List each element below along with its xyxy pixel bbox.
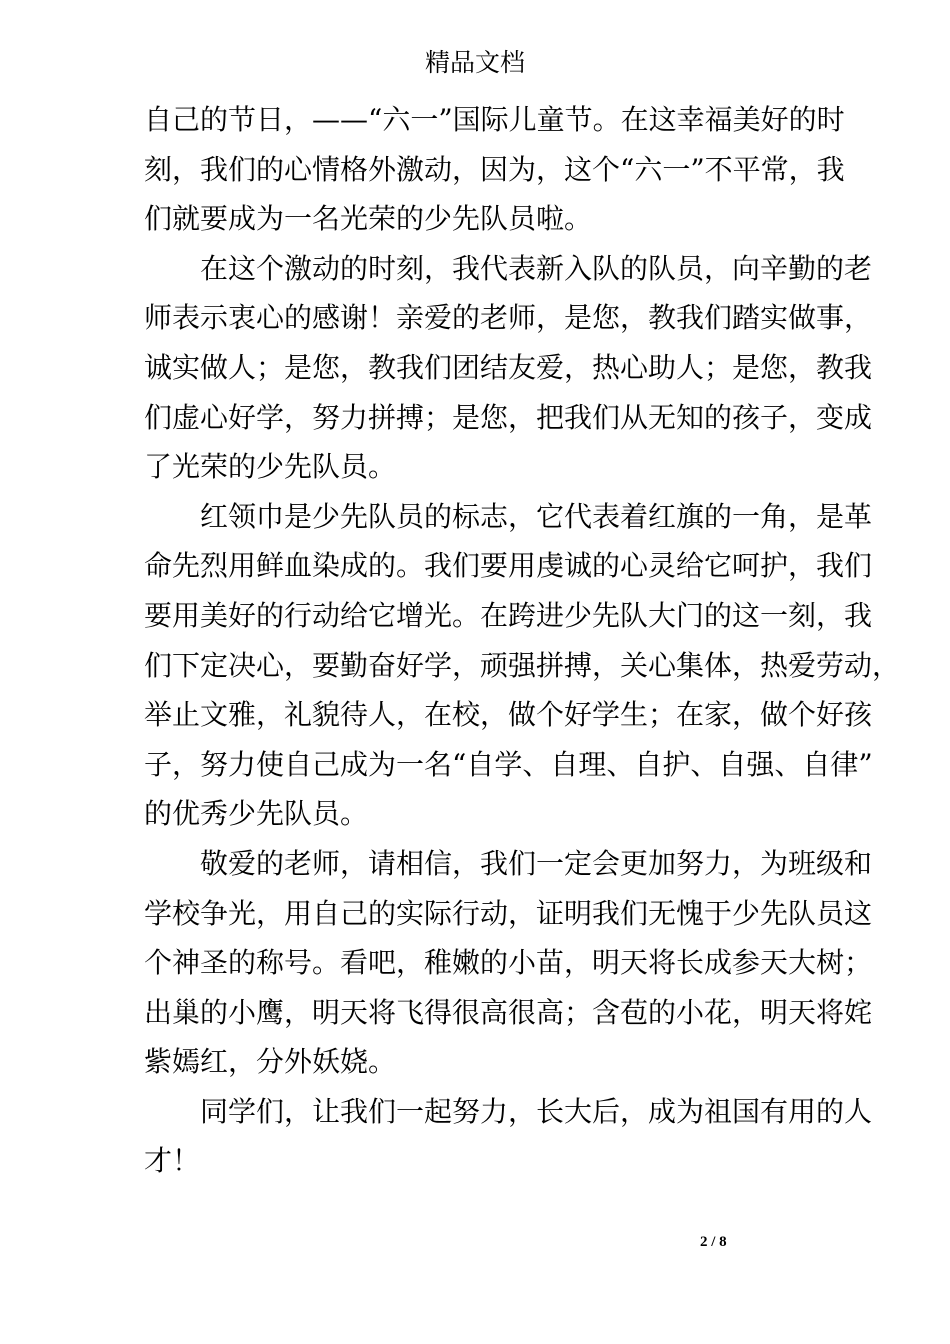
text-line: 敬爱的老师，请相信，我们一定会更加努力，为班级和 — [200, 846, 873, 880]
paragraph-5 — [144, 1087, 873, 1186]
text-line: 才！ — [144, 1144, 201, 1178]
text-line: 个神圣的称号。看吧，稚嫩的小苗，明天将长成参天大树； — [144, 946, 873, 980]
text-line: 们下定决心，要勤奋好学，顽强拼搏，关心集体，热爱劳动， — [144, 648, 901, 682]
text-line: 子，努力使自己成为一名“自学、自理、自护、自强、自律” — [144, 747, 873, 781]
text-line: 红领巾是少先队员的标志，它代表着红旗的一角，是革 — [200, 499, 873, 533]
text-line: 同学们，让我们一起努力，长大后，成为祖国有用的人 — [200, 1094, 873, 1128]
document-body — [144, 95, 901, 1186]
paragraph-1 — [144, 95, 845, 244]
text-line: 们虚心好学，努力拼搏；是您，把我们从无知的孩子，变成 — [144, 400, 873, 434]
text-line: 自己的节日，——“六一”国际儿童节。在这幸福美好的时 — [144, 103, 845, 136]
text-line: 要用美好的行动给它增光。在跨进少先队大门的这一刻，我 — [144, 598, 873, 632]
text-line: 在这个激动的时刻，我代表新入队的队员，向辛勤的老 — [200, 251, 873, 285]
page-header-title: 精品文档 — [424, 48, 525, 77]
text-line: 刻，我们的心情格外激动，因为，这个“六一”不平常，我 — [144, 152, 845, 186]
paragraph-4 — [144, 839, 873, 1087]
text-line: 命先烈用鲜血染成的。我们要用虔诚的心灵给它呵护，我们 — [144, 549, 873, 583]
paragraph-2 — [144, 244, 873, 492]
text-line: 学校争光，用自己的实际行动，证明我们无愧于少先队员这 — [144, 896, 873, 930]
text-line: 紫嫣红，分外妖娆。 — [144, 1045, 397, 1079]
text-line: 的优秀少先队员。 — [144, 797, 369, 831]
text-line: 诚实做人；是您，教我们团结友爱，热心助人；是您，教我 — [144, 350, 873, 384]
text-line: 师表示衷心的感谢！亲爱的老师，是您，教我们踏实做事， — [144, 301, 873, 335]
text-line: 们就要成为一名光荣的少先队员啦。 — [144, 202, 593, 236]
paragraph-3 — [144, 492, 901, 839]
text-line: 了光荣的少先队员。 — [144, 450, 397, 484]
text-line: 出巢的小鹰，明天将飞得很高很高；含苞的小花，明天将姹 — [144, 995, 873, 1029]
text-line: 举止文雅，礼貌待人，在校，做个好学生；在家，做个好孩 — [144, 698, 873, 732]
page-number: 2 / 8 — [700, 1234, 727, 1250]
